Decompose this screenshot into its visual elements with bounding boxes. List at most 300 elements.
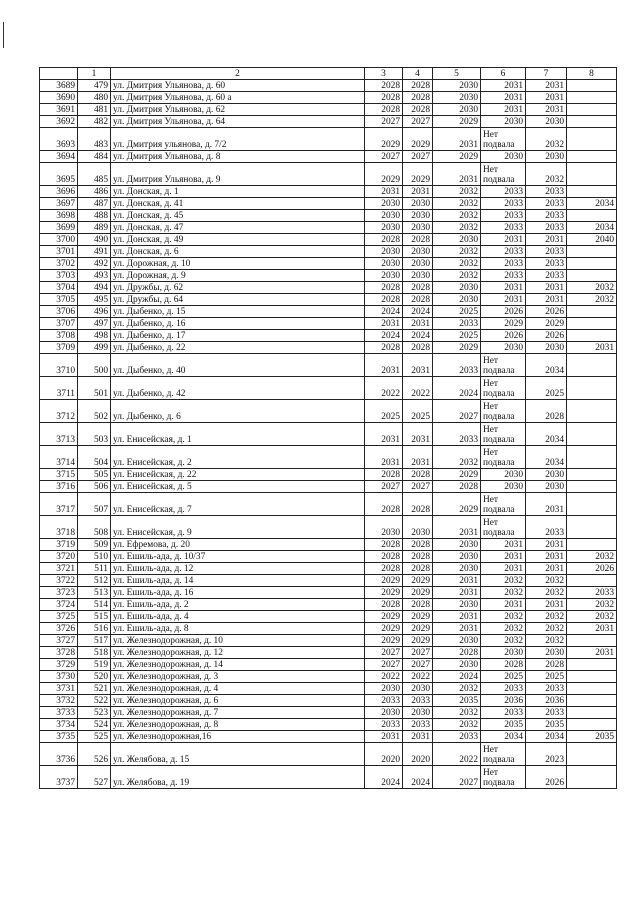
col-6-cell: 2031 [481,539,526,551]
no-basement-label-line1: Нет [483,768,499,778]
no-basement-label-line2: подвала [483,389,515,399]
address-cell: ул. Дружбы, д. 64 [111,294,365,306]
table-row [40,186,617,198]
no-basement-label-line2: подвала [483,755,515,765]
table-row [40,210,617,222]
table-row [40,270,617,282]
table-row [40,635,617,647]
col-8-cell [567,743,617,766]
col-3-cell: 2024 [365,306,403,318]
col-7-cell: 2032 [526,575,567,587]
col-3-cell: 2027 [365,647,403,659]
row-id-cell: 3705 [40,294,78,306]
row-number-cell: 511 [78,563,111,575]
row-id-cell: 3720 [40,551,78,563]
col-4-cell: 2029 [403,587,433,599]
col-5-cell: 2030 [433,635,481,647]
col-6-cell [481,766,526,789]
table-row [40,282,617,294]
row-id-cell: 3713 [40,423,78,446]
row-id-cell: 3695 [40,163,78,186]
col-3-cell: 2031 [365,446,403,469]
col-5-cell: 2029 [433,116,481,128]
row-id-cell: 3718 [40,516,78,539]
col-4-cell: 2027 [403,481,433,493]
col-3-cell: 2028 [365,80,403,92]
table-row [40,222,617,234]
no-basement-label-line2: подвала [483,435,515,445]
col-3-cell: 2030 [365,258,403,270]
col-4-cell: 2031 [403,186,433,198]
col-8-cell [567,186,617,198]
col-6-cell: 2025 [481,671,526,683]
col-7-cell: 2030 [526,151,567,163]
row-number-cell: 520 [78,671,111,683]
col-7-cell: 2031 [526,282,567,294]
col-4-cell: 2028 [403,599,433,611]
col-5-cell: 2030 [433,282,481,294]
address-cell: ул. Енисейская, д. 9 [111,516,365,539]
col-6-cell: 2031 [481,599,526,611]
col-4-cell: 2028 [403,469,433,481]
row-number-cell: 497 [78,318,111,330]
col-8-cell [567,270,617,282]
col-8-cell [567,354,617,377]
row-id-cell: 3693 [40,128,78,151]
row-number-cell: 526 [78,743,111,766]
table-row [40,743,617,766]
row-id-cell: 3716 [40,481,78,493]
col-5-cell: 2027 [433,766,481,789]
row-number-cell: 496 [78,306,111,318]
col-3-cell: 2029 [365,128,403,151]
col-5-cell: 2031 [433,575,481,587]
row-id-cell: 3694 [40,151,78,163]
col-3-cell: 2031 [365,318,403,330]
row-id-cell: 3702 [40,258,78,270]
col-6-cell: 2032 [481,575,526,587]
col-4-cell: 2029 [403,611,433,623]
col-4-cell: 2020 [403,743,433,766]
col-4-cell: 2028 [403,80,433,92]
row-id-cell: 3728 [40,647,78,659]
col-7-cell: 2036 [526,695,567,707]
col-7-cell: 2033 [526,186,567,198]
col-8-cell [567,575,617,587]
row-number-cell: 483 [78,128,111,151]
row-number-cell: 499 [78,342,111,354]
table-row [40,151,617,163]
row-number-cell: 486 [78,186,111,198]
address-cell: ул. Дружбы, д. 62 [111,282,365,294]
no-basement-label-line2: подвала [483,778,515,788]
col-6-cell: 2032 [481,611,526,623]
col-3-cell: 2022 [365,377,403,400]
row-id-cell: 3707 [40,318,78,330]
col-3-cell: 2031 [365,731,403,743]
col-6-cell: 2035 [481,719,526,731]
address-cell: ул. Железнодорожная, д. 8 [111,719,365,731]
row-number-cell: 495 [78,294,111,306]
row-id-cell: 3691 [40,104,78,116]
address-cell: ул. Донская, д. 1 [111,186,365,198]
col-3-cell: 2027 [365,116,403,128]
col-6-cell [481,743,526,766]
col-6-cell: 2031 [481,92,526,104]
header-col-3: 3 [365,68,403,80]
table-row [40,163,617,186]
col-5-cell: 2029 [433,469,481,481]
col-3-cell: 2028 [365,92,403,104]
col-7-cell: 2033 [526,198,567,210]
col-7-cell: 2032 [526,128,567,151]
col-5-cell: 2032 [433,222,481,234]
col-3-cell: 2028 [365,234,403,246]
row-number-cell: 522 [78,695,111,707]
col-8-cell [567,80,617,92]
col-4-cell: 2022 [403,377,433,400]
address-cell: ул. Дорожная, д. 9 [111,270,365,282]
row-id-cell: 3724 [40,599,78,611]
row-number-cell: 521 [78,683,111,695]
row-id-cell: 3737 [40,766,78,789]
col-7-cell: 2035 [526,719,567,731]
row-id-cell: 3697 [40,198,78,210]
row-number-cell: 518 [78,647,111,659]
row-id-cell: 3689 [40,80,78,92]
col-6-cell: 2033 [481,707,526,719]
col-6-cell: 2030 [481,469,526,481]
col-6-cell: 2028 [481,659,526,671]
col-4-cell: 2030 [403,246,433,258]
col-3-cell: 2029 [365,587,403,599]
address-cell: ул. Дмитрия Ульянова, д. 62 [111,104,365,116]
col-5-cell: 2030 [433,104,481,116]
col-4-cell: 2030 [403,707,433,719]
row-id-cell: 3696 [40,186,78,198]
col-3-cell: 2024 [365,766,403,789]
address-cell: ул. Желябова, д. 19 [111,766,365,789]
col-6-cell: 2033 [481,198,526,210]
col-5-cell: 2032 [433,683,481,695]
col-5-cell: 2030 [433,294,481,306]
col-4-cell: 2030 [403,683,433,695]
row-id-cell: 3699 [40,222,78,234]
col-3-cell: 2024 [365,330,403,342]
col-3-cell: 2033 [365,719,403,731]
col-8-cell [567,116,617,128]
col-4-cell: 2033 [403,719,433,731]
row-number-cell: 487 [78,198,111,210]
col-7-cell: 2034 [526,354,567,377]
col-6-cell [481,516,526,539]
address-cell: ул. Дмитрия Ульянова, д. 60 а [111,92,365,104]
col-7-cell: 2030 [526,342,567,354]
address-cell: ул. Дмитрия Ульянова, д. 8 [111,151,365,163]
col-8-cell [567,707,617,719]
col-7-cell: 2033 [526,246,567,258]
col-5-cell: 2030 [433,234,481,246]
col-3-cell: 2030 [365,707,403,719]
col-4-cell: 2030 [403,258,433,270]
col-4-cell: 2031 [403,446,433,469]
col-4-cell: 2029 [403,623,433,635]
col-3-cell: 2030 [365,210,403,222]
col-5-cell: 2033 [433,354,481,377]
col-8-cell [567,539,617,551]
col-4-cell: 2028 [403,282,433,294]
row-number-cell: 503 [78,423,111,446]
col-8-cell [567,423,617,446]
col-4-cell: 2031 [403,423,433,446]
row-id-cell: 3712 [40,400,78,423]
row-id-cell: 3700 [40,234,78,246]
address-cell: ул. Донская, д. 45 [111,210,365,222]
col-6-cell: 2030 [481,481,526,493]
row-id-cell: 3733 [40,707,78,719]
col-5-cell: 2025 [433,306,481,318]
row-id-cell: 3710 [40,354,78,377]
col-7-cell: 2034 [526,446,567,469]
col-8-cell: 2031 [567,647,617,659]
no-basement-label-line1: Нет [483,518,499,528]
address-cell: ул. Донская, д. 6 [111,246,365,258]
no-basement-label-line2: подвала [483,528,515,538]
row-number-cell: 494 [78,282,111,294]
address-cell: ул. Ешиль-ада, д. 2 [111,599,365,611]
row-number-cell: 514 [78,599,111,611]
col-5-cell: 2029 [433,342,481,354]
table-row [40,766,617,789]
col-6-cell: 2031 [481,234,526,246]
row-number-cell: 525 [78,731,111,743]
col-5-cell: 2024 [433,671,481,683]
col-6-cell [481,163,526,186]
col-4-cell: 2031 [403,731,433,743]
col-8-cell [567,446,617,469]
row-number-cell: 502 [78,400,111,423]
col-3-cell: 2029 [365,623,403,635]
table-row [40,671,617,683]
row-number-cell: 488 [78,210,111,222]
col-7-cell: 2032 [526,587,567,599]
col-7-cell: 2031 [526,234,567,246]
col-4-cell: 2024 [403,766,433,789]
col-5-cell: 2032 [433,270,481,282]
table-row [40,493,617,516]
col-5-cell: 2030 [433,539,481,551]
table-row [40,128,617,151]
table-row [40,659,617,671]
col-6-cell: 2030 [481,151,526,163]
table-row [40,318,617,330]
row-id-cell: 3723 [40,587,78,599]
col-8-cell [567,330,617,342]
col-5-cell: 2033 [433,731,481,743]
address-cell: ул. Донская, д. 47 [111,222,365,234]
table-row [40,731,617,743]
col-7-cell: 2023 [526,743,567,766]
row-id-cell: 3722 [40,575,78,587]
address-cell: ул. Дыбенко, д. 42 [111,377,365,400]
col-8-cell [567,683,617,695]
col-4-cell: 2022 [403,671,433,683]
row-number-cell: 481 [78,104,111,116]
table-row [40,116,617,128]
col-3-cell: 2031 [365,354,403,377]
col-7-cell: 2033 [526,270,567,282]
no-basement-label-line1: Нет [483,495,499,505]
table-row [40,198,617,210]
col-5-cell: 2032 [433,186,481,198]
col-3-cell: 2028 [365,551,403,563]
col-3-cell: 2028 [365,469,403,481]
address-cell: ул. Желябова, д. 15 [111,743,365,766]
col-3-cell: 2028 [365,563,403,575]
header-row [40,68,617,80]
row-number-cell: 504 [78,446,111,469]
margin-line [3,22,4,48]
col-7-cell: 2033 [526,210,567,222]
no-basement-label-line1: Нет [483,130,499,140]
col-5-cell: 2032 [433,719,481,731]
table-row [40,469,617,481]
row-id-cell: 3726 [40,623,78,635]
table-row [40,551,617,563]
col-5-cell: 2031 [433,163,481,186]
row-id-cell: 3692 [40,116,78,128]
no-basement-label-line2: подвала [483,505,515,515]
col-3-cell: 2030 [365,516,403,539]
col-5-cell: 2027 [433,400,481,423]
row-id-cell: 3727 [40,635,78,647]
table-row [40,306,617,318]
row-id-cell: 3698 [40,210,78,222]
col-4-cell: 2028 [403,551,433,563]
no-basement-label-line1: Нет [483,745,499,755]
row-id-cell: 3735 [40,731,78,743]
row-number-cell: 491 [78,246,111,258]
no-basement-label-line2: подвала [483,175,515,185]
table-row [40,707,617,719]
col-7-cell: 2032 [526,623,567,635]
address-cell: ул. Дорожная, д. 10 [111,258,365,270]
col-5-cell: 2031 [433,623,481,635]
col-7-cell: 2025 [526,671,567,683]
col-8-cell [567,635,617,647]
col-7-cell: 2029 [526,318,567,330]
col-4-cell: 2028 [403,104,433,116]
row-id-cell: 3725 [40,611,78,623]
no-basement-label-line2: подвала [483,412,515,422]
no-basement-label-line2: подвала [483,458,515,468]
col-6-cell [481,446,526,469]
col-3-cell: 2030 [365,270,403,282]
col-7-cell: 2032 [526,611,567,623]
row-number-cell: 479 [78,80,111,92]
col-4-cell: 2024 [403,330,433,342]
table-row [40,516,617,539]
col-7-cell: 2030 [526,469,567,481]
col-6-cell [481,354,526,377]
col-4-cell: 2028 [403,539,433,551]
col-7-cell: 2032 [526,635,567,647]
col-7-cell: 2031 [526,539,567,551]
col-8-cell: 2026 [567,563,617,575]
col-8-cell [567,400,617,423]
col-3-cell: 2020 [365,743,403,766]
col-8-cell [567,246,617,258]
table-row [40,611,617,623]
col-7-cell: 2031 [526,599,567,611]
table-row [40,342,617,354]
col-8-cell: 2031 [567,623,617,635]
col-4-cell: 2028 [403,493,433,516]
col-8-cell: 2032 [567,282,617,294]
col-5-cell: 2022 [433,743,481,766]
address-cell: ул. Ешиль-ада, д. 12 [111,563,365,575]
row-id-cell: 3711 [40,377,78,400]
col-7-cell: 2031 [526,80,567,92]
col-8-cell: 2035 [567,731,617,743]
col-6-cell: 2029 [481,318,526,330]
col-6-cell [481,377,526,400]
row-id-cell: 3715 [40,469,78,481]
address-cell: ул. Железнодорожная, д. 4 [111,683,365,695]
row-id-cell: 3729 [40,659,78,671]
address-cell: ул. Дыбенко, д. 17 [111,330,365,342]
address-cell: ул. Енисейская, д. 22 [111,469,365,481]
col-7-cell: 2031 [526,92,567,104]
col-6-cell: 2030 [481,647,526,659]
col-8-cell [567,128,617,151]
col-8-cell [567,92,617,104]
row-number-cell: 512 [78,575,111,587]
col-3-cell: 2030 [365,222,403,234]
col-6-cell: 2034 [481,731,526,743]
table-row [40,446,617,469]
col-3-cell: 2029 [365,611,403,623]
col-5-cell: 2033 [433,318,481,330]
col-6-cell: 2036 [481,695,526,707]
row-number-cell: 509 [78,539,111,551]
col-7-cell: 2031 [526,294,567,306]
col-8-cell: 2033 [567,587,617,599]
col-4-cell: 2030 [403,210,433,222]
row-number-cell: 508 [78,516,111,539]
col-4-cell: 2025 [403,400,433,423]
col-4-cell: 2029 [403,575,433,587]
col-5-cell: 2032 [433,258,481,270]
table-row [40,104,617,116]
row-number-cell: 506 [78,481,111,493]
col-5-cell: 2031 [433,587,481,599]
address-cell: ул. Железнодорожная, д. 14 [111,659,365,671]
col-3-cell: 2027 [365,151,403,163]
row-id-cell: 3719 [40,539,78,551]
col-4-cell: 2029 [403,128,433,151]
col-6-cell: 2031 [481,294,526,306]
row-number-cell: 523 [78,707,111,719]
col-5-cell: 2033 [433,423,481,446]
address-cell: ул. Дыбенко, д. 6 [111,400,365,423]
col-3-cell: 2030 [365,246,403,258]
col-5-cell: 2032 [433,210,481,222]
col-6-cell: 2033 [481,683,526,695]
col-8-cell: 2032 [567,294,617,306]
col-8-cell [567,104,617,116]
table-row [40,563,617,575]
